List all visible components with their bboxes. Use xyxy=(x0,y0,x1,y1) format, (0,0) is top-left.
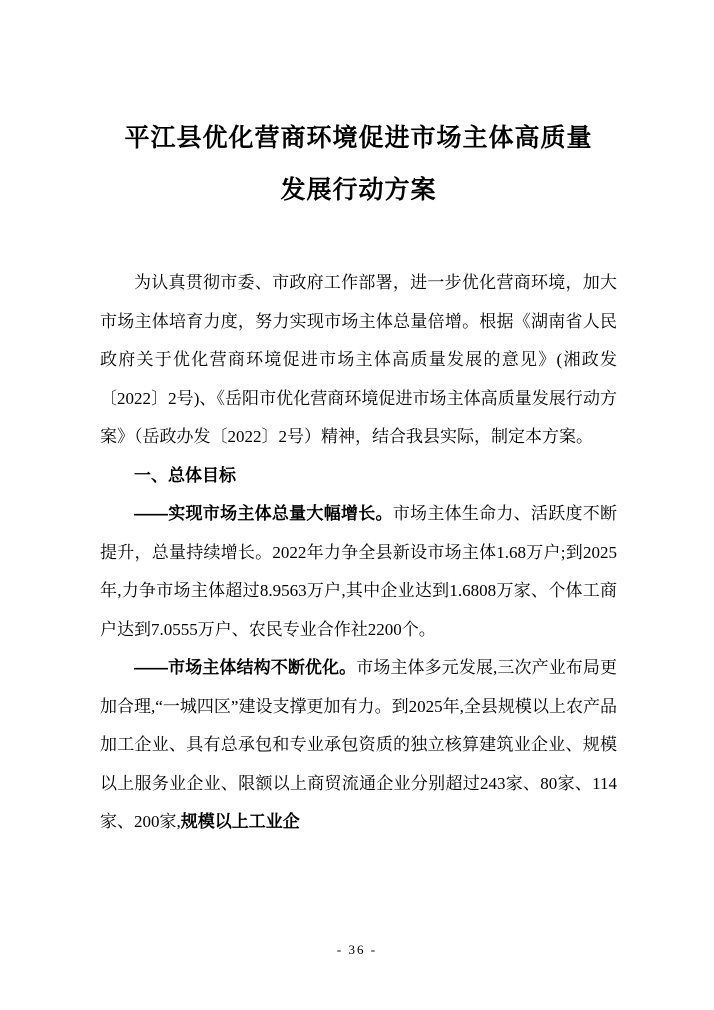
paragraph-total-growth-lead: ——实现市场主体总量大幅增长。 xyxy=(134,504,393,523)
paragraph-intro xyxy=(100,264,617,457)
document-content xyxy=(100,0,617,842)
paragraph-structure-optimize-tail: 规模以上工业企 xyxy=(180,812,300,831)
paragraph-structure-optimize-lead: ——市场主体结构不断优化。 xyxy=(134,658,357,677)
paragraph-total-growth xyxy=(100,495,617,649)
section-heading-text: 一、总体目标 xyxy=(134,465,236,485)
section-heading-overall-goals xyxy=(100,457,617,496)
document-title-line1: 平江县优化营商环境促进市场主体高质量 xyxy=(124,124,593,152)
document-body xyxy=(100,264,617,842)
document-title-line2: 发展行动方案 xyxy=(280,176,437,204)
page-number: - 36 - xyxy=(336,942,378,957)
paragraph-total-growth-text: 市场主体生命力、活跃度不断提升，总量持续增长。2022年力争全县新设市场主体1.68万户;到2025年,力争市场主体超过8.9563万户,其中企业达到1.6808万家、个体工商户达到7.0555万户、农民专业合作社2200个。 xyxy=(100,504,618,639)
paragraph-structure-optimize-text: 市场主体多元发展,三次产业布局更加合理,“一城四区”建设支撑更加有力。到2025年,全县规模以上农产品加工企业、具有总承包和专业承包资质的独立核算建筑业企业、规模以上服务业企业、限额以上商贸流通企业分别超过243家、80家、114家、200家, xyxy=(100,658,618,831)
document-title xyxy=(100,112,617,216)
paragraph-intro-text: 为认真贯彻市委、市政府工作部署，进一步优化营商环境，加大市场主体培育力度，努力实现市场主体总量倍增。根据《湖南省人民政府关于优化营商环境促进市场主体高质量发展的意见》(湘政发〔2022〕2号)、《岳阳市优化营商环境促进市场主体高质量发展行动方案》（岳政办发〔2022〕2号）精神，结合我县实际，制定本方案。 xyxy=(100,273,617,446)
paragraph-structure-optimize xyxy=(100,649,617,842)
